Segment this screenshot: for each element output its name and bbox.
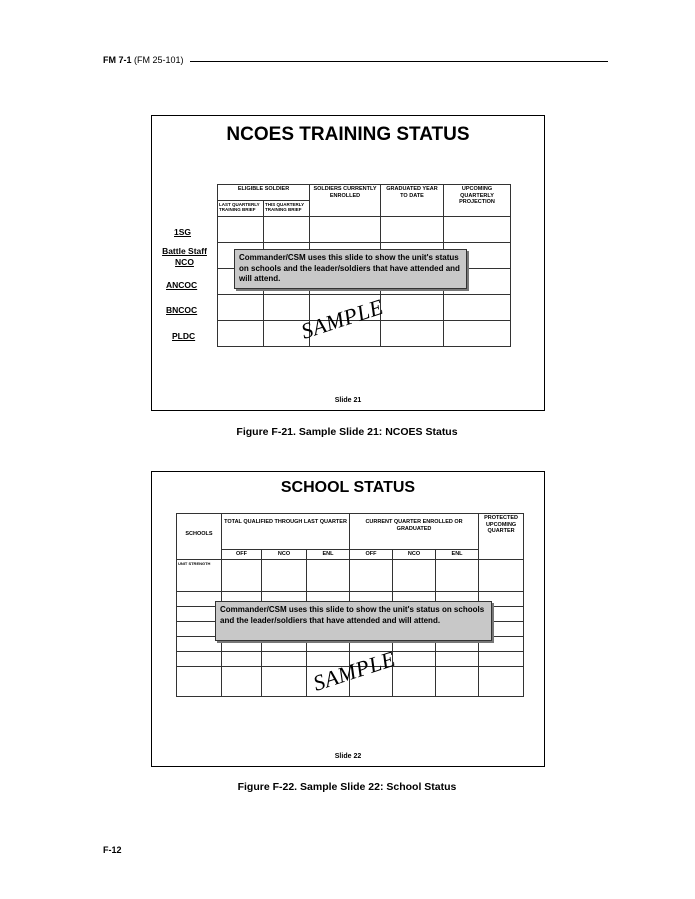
page-number: F-12 (103, 845, 122, 855)
slide-22-callout: Commander/CSM uses this slide to show the unit's status on schools and the leader/soldiers that have attended and will attend. (215, 601, 492, 641)
slide-22-number: Slide 22 (334, 753, 362, 760)
total-qualified-header: TOTAL QUALIFIED THROUGH LAST QUARTER (222, 514, 350, 550)
sub-off-1: OFF (222, 550, 262, 560)
header-rule (190, 61, 608, 62)
row-label-ancoc: ANCOC (166, 280, 198, 290)
schools-header: SCHOOLS (177, 514, 222, 560)
projection-header: UPCOMING QUARTERLY PROJECTION (444, 185, 511, 217)
sub-enl-1: ENL (307, 550, 350, 560)
slide-22-sample-watermark: SAMPLE (310, 645, 399, 696)
protected-header: PROTECTED UPCOMING QUARTER (479, 514, 524, 560)
figure-f21-caption: Figure F-21. Sample Slide 21: NCOES Status (236, 426, 458, 438)
last-quarterly-header: LAST QUARTERLY TRAINING BRIEF (218, 201, 264, 217)
sub-off-2: OFF (350, 550, 393, 560)
row-label-bncoc: BNCOC (166, 305, 198, 315)
header-code: FM 7-1 (103, 55, 132, 65)
graduated-header: GRADUATED YEAR TO DATE (381, 185, 444, 217)
this-quarterly-header: THIS QUARTERLY TRAINING BRIEF (264, 201, 310, 217)
slide-21-callout: Commander/CSM uses this slide to show the unit's status on schools and the leader/soldiers that have attended and will attend. (234, 249, 467, 289)
enrolled-header: SOLDIERS CURRENTLY ENROLLED (310, 185, 381, 217)
row-label-pldc: PLDC (172, 331, 196, 341)
figure-f22-caption: Figure F-22. Sample Slide 22: School Status (237, 781, 457, 793)
slide-22 (151, 471, 545, 767)
slide-22-title: SCHOOL STATUS (280, 479, 416, 496)
current-quarter-header: CURRENT QUARTER ENROLLED OR GRADUATED (350, 514, 479, 550)
sub-enl-2: ENL (436, 550, 479, 560)
sub-nco-2: NCO (393, 550, 436, 560)
slide-21-number: Slide 21 (334, 397, 362, 404)
slide-21-sample-watermark: SAMPLE (298, 293, 387, 344)
sub-nco-1: NCO (262, 550, 307, 560)
row-label-battle-staff: Battle Staff NCO (162, 246, 207, 267)
slide-21 (151, 115, 545, 411)
unit-strength-label: UNIT STRENGTH (177, 560, 222, 592)
slide-21-title: NCOES TRAINING STATUS (226, 124, 470, 145)
running-header (103, 55, 184, 65)
header-ref: (FM 25-101) (134, 55, 184, 65)
row-label-1sg: 1SG (174, 227, 192, 237)
eligible-header: ELIGIBLE SOLDIER (218, 185, 310, 201)
